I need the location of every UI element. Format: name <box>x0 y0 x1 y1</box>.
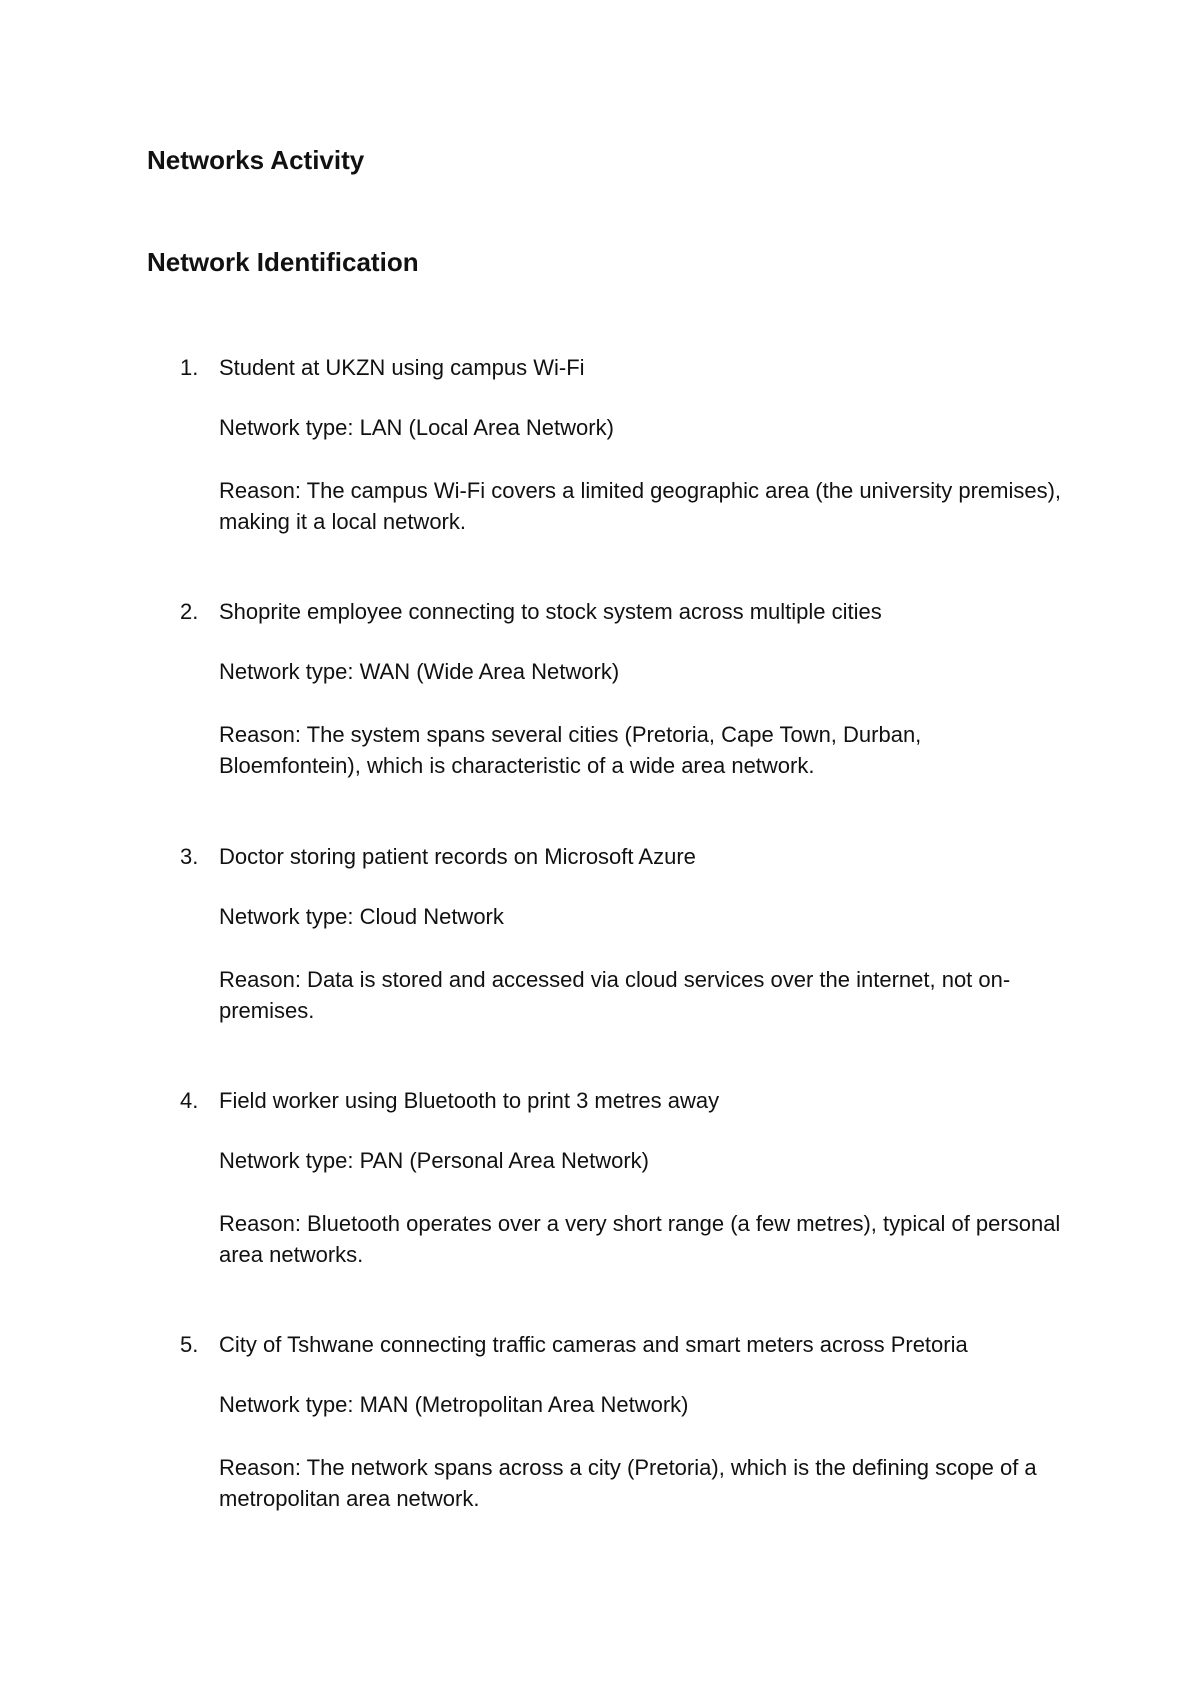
document-title: Networks Activity <box>147 145 365 175</box>
item-reason: Reason: Bluetooth operates over a very short range (a few metres), typical of personal area networks. <box>219 1211 1061 1267</box>
item-network-type: Network type: WAN (Wide Area Network) <box>219 659 620 684</box>
item-network-type: Network type: PAN (Personal Area Network) <box>219 1148 649 1173</box>
item-scenario: Field worker using Bluetooth to print 3 metres away <box>219 1088 720 1113</box>
item-scenario: City of Tshwane connecting traffic cameras and smart meters across Pretoria <box>219 1332 968 1357</box>
item-scenario: Shoprite employee connecting to stock system across multiple cities <box>219 599 882 624</box>
item-reason: Reason: The network spans across a city (Pretoria), which is the defining scope of a metropolitan area network. <box>219 1455 1037 1511</box>
item-number: 4. <box>180 1088 199 1113</box>
item-network-type: Network type: Cloud Network <box>219 904 504 929</box>
item-network-type: Network type: MAN (Metropolitan Area Network) <box>219 1392 689 1417</box>
item-number: 1. <box>180 355 199 380</box>
item-network-type: Network type: LAN (Local Area Network) <box>219 415 614 440</box>
item-reason: Reason: Data is stored and accessed via cloud services over the internet, not on-premises. <box>219 967 1011 1023</box>
item-scenario: Doctor storing patient records on Microsoft Azure <box>219 844 696 869</box>
item-number: 3. <box>180 844 199 869</box>
item-number: 2. <box>180 599 199 624</box>
item-number: 5. <box>180 1332 199 1357</box>
item-reason: Reason: The campus Wi-Fi covers a limited geographic area (the university premises), making it a local network. <box>219 478 1062 534</box>
item-reason: Reason: The system spans several cities (Pretoria, Cape Town, Durban, Bloemfontein), which is characteristic of a wide area network. <box>219 722 922 778</box>
section-heading: Network Identification <box>147 247 419 277</box>
item-scenario: Student at UKZN using campus Wi-Fi <box>219 355 585 380</box>
